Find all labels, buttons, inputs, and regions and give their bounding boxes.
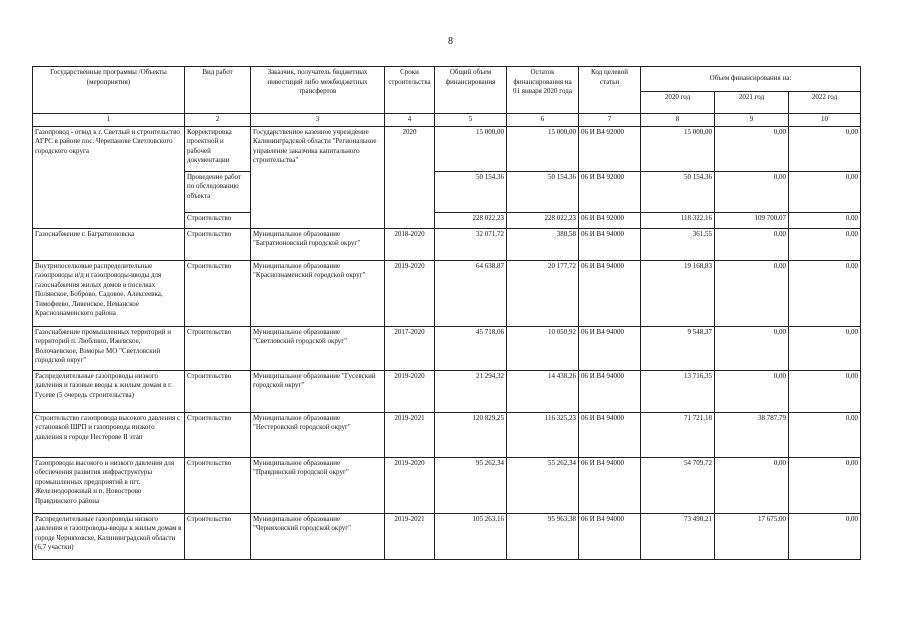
column-number: 6	[507, 114, 579, 127]
terms-cell: 2019-2021	[385, 412, 435, 457]
table-row	[33, 412, 861, 457]
program-cell: Газопровод - отвод к г. Светлый и строительство АГРС в районе пос. Черепанове Светловского городского округа	[33, 126, 185, 228]
terms-cell: 2019-2020	[385, 457, 435, 513]
customer-cell: Муниципальное образование "Светловский городской округ"	[251, 326, 385, 370]
y2021-cell: 0,00	[715, 457, 789, 513]
work-type-cell: Проведение работ по обследованию объекта	[185, 171, 251, 212]
column-number: 2	[185, 114, 251, 127]
work-type-cell: Строительство	[185, 260, 251, 326]
customer-cell: Муниципальное образование "Правдинский городской округ"	[251, 457, 385, 513]
column-number: 8	[641, 114, 715, 127]
column-number: 9	[715, 114, 789, 127]
total-cell: 95 262,34	[435, 457, 507, 513]
remainder-cell: 20 177,72	[507, 260, 579, 326]
terms-cell: 2019-2021	[385, 513, 435, 559]
column-number: 3	[251, 114, 385, 127]
code-cell: 06 И В4 92000	[579, 171, 641, 212]
y2020-cell: 13 716,35	[641, 370, 715, 412]
table-row	[33, 370, 861, 412]
work-type-cell: Корректировка проектной и рабочей документации	[185, 126, 251, 171]
remainder-cell: 228 022,23	[507, 212, 579, 228]
program-cell: Внутрипоселковые распределительные газопроводы н/д и газопроводы-вводы для газоснабжения жилых домов в поселках Полянское, Боброво, Садовое, Алексеевка, Тимофеево, Ливенское, Неманское Краснознаменского района	[33, 260, 185, 326]
y2020-cell: 50 154,36	[641, 171, 715, 212]
customer-cell: Муниципальное образование "Краснознаменский городской округ"	[251, 260, 385, 326]
table-row	[33, 228, 861, 260]
y2021-cell: 0,00	[715, 126, 789, 171]
remainder-cell: 14 438,26	[507, 370, 579, 412]
code-cell: 06 И В4 94000	[579, 457, 641, 513]
page-number: 8	[448, 36, 453, 47]
remainder-cell: 380,58	[507, 228, 579, 260]
y2021-cell: 17 675,00	[715, 513, 789, 559]
y2022-cell: 0,00	[789, 260, 861, 326]
terms-cell: 2020	[385, 126, 435, 228]
terms-cell: 2017-2020	[385, 326, 435, 370]
y2021-cell: 38 787,79	[715, 412, 789, 457]
work-type-cell: Строительство	[185, 457, 251, 513]
code-cell: 06 И В4 94000	[579, 370, 641, 412]
work-type-cell: Строительство	[185, 228, 251, 260]
header-2020: 2020 год	[641, 92, 715, 114]
remainder-cell: 116 325,23	[507, 412, 579, 457]
y2021-cell: 0,00	[715, 171, 789, 212]
header-program: Государственные программы /Объекты (мероприятия)	[33, 67, 185, 114]
terms-cell: 2019-2020	[385, 370, 435, 412]
work-type-cell: Строительство	[185, 370, 251, 412]
code-cell: 06 И В4 94000	[579, 513, 641, 559]
y2020-cell: 71 721,18	[641, 412, 715, 457]
total-cell: 15 000,00	[435, 126, 507, 171]
code-cell: 06 И В4 94000	[579, 326, 641, 370]
remainder-cell: 15 000,00	[507, 126, 579, 171]
work-type-cell: Строительство	[185, 513, 251, 559]
y2022-cell: 0,00	[789, 457, 861, 513]
column-number: 7	[579, 114, 641, 127]
total-cell: 45 718,06	[435, 326, 507, 370]
header-code: Код целевой статьи	[579, 67, 641, 114]
y2020-cell: 361,55	[641, 228, 715, 260]
code-cell: 06 И В4 94000	[579, 260, 641, 326]
y2021-cell: 0,00	[715, 228, 789, 260]
header-remainder: Остаток финансирования на 01 января 2020 года	[507, 67, 579, 114]
remainder-cell: 55 262,34	[507, 457, 579, 513]
column-number: 1	[33, 114, 185, 127]
header-customer: Заказчик, получатель бюджетных инвестиций либо межбюджетных трансфертов	[251, 67, 385, 114]
header-total: Общий объем финансирования	[435, 67, 507, 114]
y2021-cell: 0,00	[715, 370, 789, 412]
customer-cell: Государственное казенное учреждение Калининградской области "Региональное управление заказчика капитального строительства"	[251, 126, 385, 228]
header-work-type: Вид работ	[185, 67, 251, 114]
total-cell: 228 022,23	[435, 212, 507, 228]
y2020-cell: 54 709,72	[641, 457, 715, 513]
y2022-cell: 0,00	[789, 370, 861, 412]
table-row	[33, 513, 861, 559]
total-cell: 64 638,87	[435, 260, 507, 326]
header-2021: 2021 год	[715, 92, 789, 114]
y2022-cell: 0,00	[789, 513, 861, 559]
work-type-cell: Строительство	[185, 326, 251, 370]
customer-cell: Муниципальное образование "Черняховский городской округ"	[251, 513, 385, 559]
program-cell: Строительство газопровода высокого давления с установкой ШРП и газопровода низкого давления в городе Нестерове II этап	[33, 412, 185, 457]
header-2022: 2022 год	[789, 92, 861, 114]
column-number: 10	[789, 114, 861, 127]
table-row	[33, 457, 861, 513]
total-cell: 32 071,72	[435, 228, 507, 260]
y2022-cell: 0,00	[789, 412, 861, 457]
program-cell: Газоснабжение г. Багратионовска	[33, 228, 185, 260]
y2022-cell: 0,00	[789, 126, 861, 171]
column-number-row	[33, 114, 861, 127]
remainder-cell: 95 963,38	[507, 513, 579, 559]
customer-cell: Муниципальное образование "Багратионовский городской округ"	[251, 228, 385, 260]
program-cell: Газоснабжение промышленных территорий и территорий п. Люблино, Ижевское, Волочаевское, Взморье МО "Светловский городской округ"	[33, 326, 185, 370]
customer-cell: Муниципальное образование "Нестеровский городской округ"	[251, 412, 385, 457]
y2022-cell: 0,00	[789, 228, 861, 260]
terms-cell: 2019-2020	[385, 260, 435, 326]
y2020-cell: 9 548,37	[641, 326, 715, 370]
y2020-cell: 15 000,00	[641, 126, 715, 171]
column-number: 5	[435, 114, 507, 127]
y2021-cell: 109 700,07	[715, 212, 789, 228]
y2021-cell: 0,00	[715, 326, 789, 370]
program-cell: Распределительные газопроводы низкого давления и газопроводы-вводы к жилым домам в городе Черняховске, Калининградской области (6,7 участки)	[33, 513, 185, 559]
customer-cell: Муниципальное образование "Гусевский городской округ"	[251, 370, 385, 412]
total-cell: 21 294,32	[435, 370, 507, 412]
code-cell: 06 И В4 94000	[579, 412, 641, 457]
y2021-cell: 0,00	[715, 260, 789, 326]
remainder-cell: 50 154,36	[507, 171, 579, 212]
table-row	[33, 326, 861, 370]
terms-cell: 2018-2020	[385, 228, 435, 260]
y2020-cell: 19 168,83	[641, 260, 715, 326]
y2022-cell: 0,00	[789, 212, 861, 228]
total-cell: 105 263,16	[435, 513, 507, 559]
program-cell: Газопроводы высокого и низкого давления для обеспечения развития инфраструктуры промышленных предприятий в пгт. Железнодорожный и п. Новострово Правдинского района	[33, 457, 185, 513]
code-cell: 06 И В4 92000	[579, 212, 641, 228]
program-cell: Распределительные газопроводы низкого давления и газовые вводы к жилым домам в г. Гусеве (5 очередь строительства)	[33, 370, 185, 412]
header-volume: Объем финансирования на:	[641, 67, 861, 92]
y2020-cell: 73 490,21	[641, 513, 715, 559]
column-number: 4	[385, 114, 435, 127]
remainder-cell: 10 050,92	[507, 326, 579, 370]
table-row	[33, 126, 861, 171]
code-cell: 06 И В4 94000	[579, 228, 641, 260]
work-type-cell: Строительство	[185, 212, 251, 228]
total-cell: 120 829,25	[435, 412, 507, 457]
code-cell: 06 И В4 92000	[579, 126, 641, 171]
y2022-cell: 0,00	[789, 171, 861, 212]
header-terms: Сроки строительства	[385, 67, 435, 114]
table-row	[33, 260, 861, 326]
y2022-cell: 0,00	[789, 326, 861, 370]
financing-table	[32, 66, 861, 560]
y2020-cell: 118 322,16	[641, 212, 715, 228]
work-type-cell: Строительство	[185, 412, 251, 457]
total-cell: 50 154,36	[435, 171, 507, 212]
